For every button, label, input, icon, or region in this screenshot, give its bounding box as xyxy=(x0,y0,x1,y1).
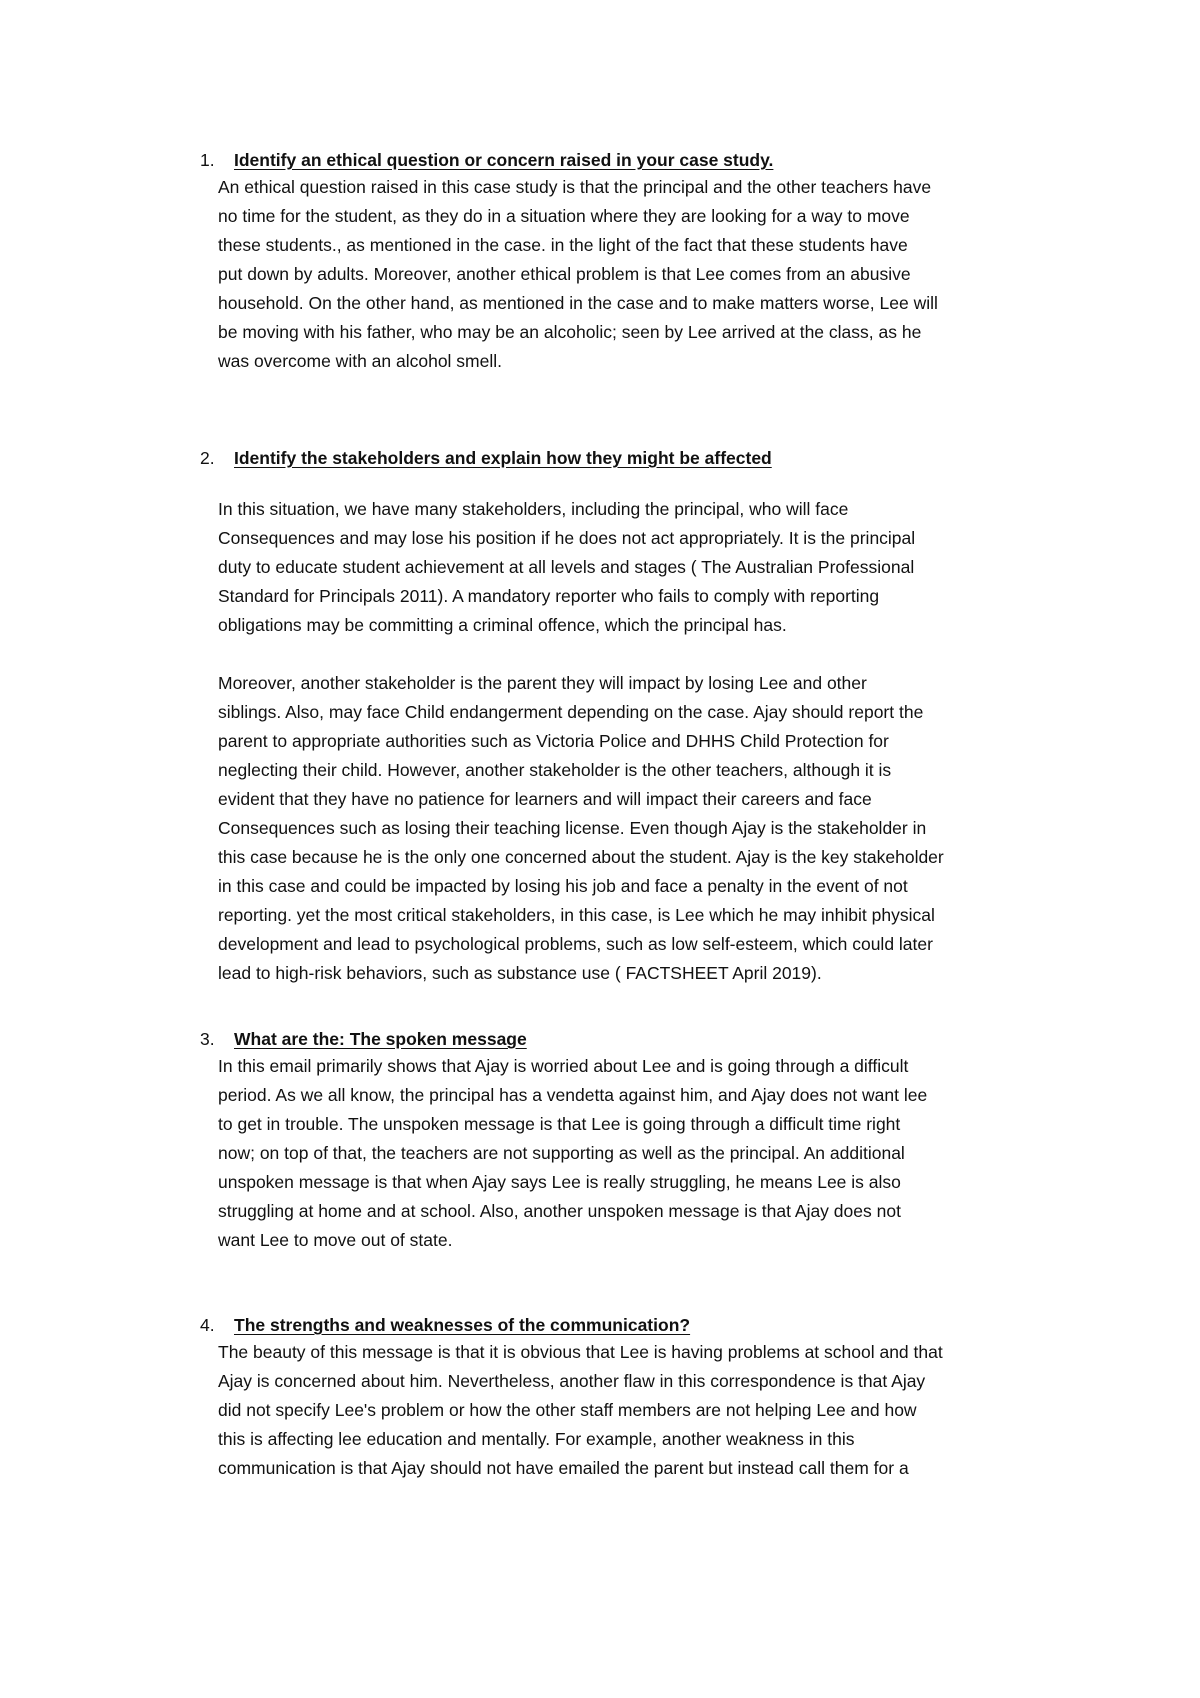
text-line: Moreover, another stakeholder is the parent they will impact by losing Lee and other xyxy=(218,673,867,693)
text-line: An ethical question raised in this case study is that the principal and the other teachers have xyxy=(218,177,932,197)
section-4-paragraph-1 xyxy=(200,1338,1080,1483)
text-line: Ajay is concerned about him. Nevertheless, another flaw in this correspondence is that Ajay xyxy=(218,1371,926,1391)
text-line: household. On the other hand, as mentioned in the case and to make matters worse, Lee will xyxy=(218,293,938,313)
text-line: put down by adults. Moreover, another ethical problem is that Lee comes from an abusive xyxy=(218,264,911,284)
text-line: was overcome with an alcohol smell. xyxy=(218,351,503,371)
section-1-paragraph-1 xyxy=(200,173,1080,376)
section-1-title: Identify an ethical question or concern raised in your case study. xyxy=(234,150,774,170)
section-2-title: Identify the stakeholders and explain how they might be affected xyxy=(234,448,772,468)
section-4-title: The strengths and weaknesses of the communication? xyxy=(234,1315,691,1335)
section-4-heading xyxy=(200,1312,1080,1338)
text-line: this case because he is the only one concerned about the student. Ajay is the key stakeholder xyxy=(218,847,944,867)
text-line: Consequences and may lose his position if he does not act appropriately. It is the principal xyxy=(218,528,916,548)
section-1 xyxy=(200,147,1080,376)
text-line: In this email primarily shows that Ajay is worried about Lee and is going through a difficult xyxy=(218,1056,909,1076)
section-3-paragraph-1 xyxy=(200,1052,1080,1255)
section-1-number: 1. xyxy=(200,150,215,170)
text-line: now; on top of that, the teachers are not supporting as well as the principal. An additional xyxy=(218,1143,905,1163)
text-line: did not specify Lee's problem or how the other staff members are not helping Lee and how xyxy=(218,1400,917,1420)
section-2-paragraph-2 xyxy=(200,669,1080,988)
text-line: this is affecting lee education and mentally. For example, another weakness in this xyxy=(218,1429,855,1449)
text-line: in this case and could be impacted by losing his job and face a penalty in the event of not xyxy=(218,876,908,896)
text-line: period. As we all know, the principal has a vendetta against him, and Ajay does not want lee xyxy=(218,1085,928,1105)
section-2-paragraph-1 xyxy=(200,495,1080,640)
text-line: unspoken message is that when Ajay says Lee is really struggling, he means Lee is also xyxy=(218,1172,901,1192)
text-line: Standard for Principals 2011). A mandatory reporter who fails to comply with reporting xyxy=(218,586,880,606)
section-3-number: 3. xyxy=(200,1029,215,1049)
section-4-number: 4. xyxy=(200,1315,215,1335)
text-line: to get in trouble. The unspoken message is that Lee is going through a difficult time right xyxy=(218,1114,901,1134)
section-3 xyxy=(200,1026,1080,1255)
section-1-heading xyxy=(200,147,1080,173)
text-line: no time for the student, as they do in a situation where they are looking for a way to move xyxy=(218,206,910,226)
text-line: be moving with his father, who may be an alcoholic; seen by Lee arrived at the class, as he xyxy=(218,322,922,342)
text-line: these students., as mentioned in the case. in the light of the fact that these students have xyxy=(218,235,908,255)
section-2-number: 2. xyxy=(200,448,215,468)
section-2 xyxy=(200,445,1080,988)
section-4 xyxy=(200,1312,1080,1483)
text-line: neglecting their child. However, another stakeholder is the other teachers, although it is xyxy=(218,760,892,780)
text-line: reporting. yet the most critical stakeholders, in this case, is Lee which he may inhibit physical xyxy=(218,905,935,925)
text-line: communication is that Ajay should not have emailed the parent but instead call them for a xyxy=(218,1458,909,1478)
text-line: lead to high-risk behaviors, such as substance use ( FACTSHEET April 2019). xyxy=(218,963,822,983)
section-3-title: What are the: The spoken message xyxy=(234,1029,527,1049)
text-line: The beauty of this message is that it is obvious that Lee is having problems at school and that xyxy=(218,1342,943,1362)
text-line: siblings. Also, may face Child endangerment depending on the case. Ajay should report the xyxy=(218,702,924,722)
text-line: parent to appropriate authorities such as Victoria Police and DHHS Child Protection for xyxy=(218,731,889,751)
text-line: In this situation, we have many stakeholders, including the principal, who will face xyxy=(218,499,849,519)
text-line: obligations may be committing a criminal offence, which the principal has. xyxy=(218,615,787,635)
text-line: want Lee to move out of state. xyxy=(218,1230,453,1250)
text-line: evident that they have no patience for learners and will impact their careers and face xyxy=(218,789,872,809)
text-line: Consequences such as losing their teaching license. Even though Ajay is the stakeholder in xyxy=(218,818,927,838)
text-line: development and lead to psychological problems, such as low self-esteem, which could later xyxy=(218,934,933,954)
section-2-heading xyxy=(200,445,1080,471)
text-line: duty to educate student achievement at all levels and stages ( The Australian Professional xyxy=(218,557,915,577)
text-line: struggling at home and at school. Also, another unspoken message is that Ajay does not xyxy=(218,1201,901,1221)
section-3-heading xyxy=(200,1026,1080,1052)
